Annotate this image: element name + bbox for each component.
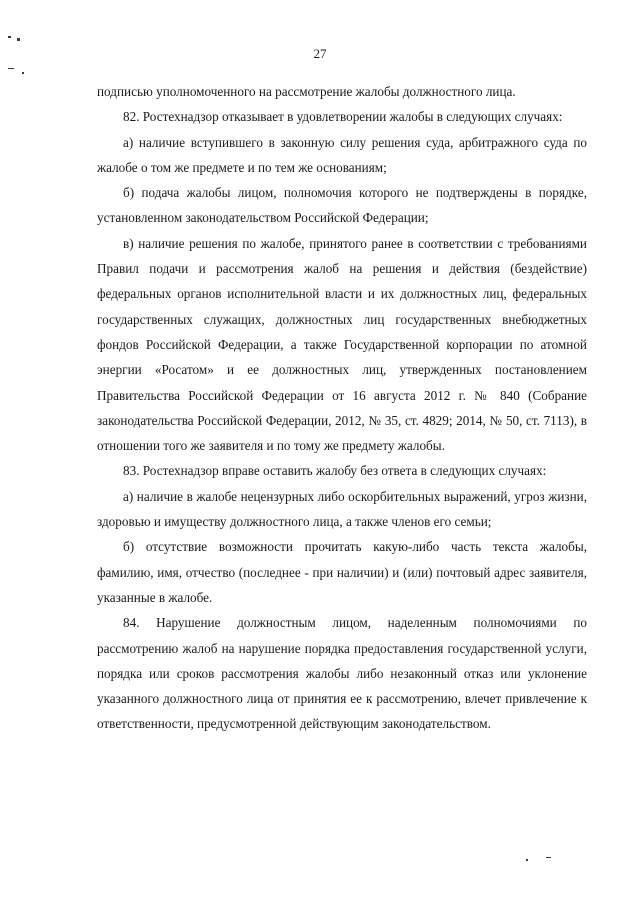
scan-mark	[22, 72, 24, 74]
paragraph: а) наличие в жалобе нецензурных либо оскорбительных выражений, угроз жизни, здоровью и имуществу должностного лица, а также членов его семьи;	[97, 488, 587, 530]
page-number: 27	[313, 46, 327, 61]
scan-mark	[546, 857, 551, 858]
paragraph: б) подача жалобы лицом, полномочия которого не подтверждены в порядке, установленном законодательством Российской Федерации;	[97, 185, 587, 226]
paragraph: а) наличие вступившего в законную силу решения суда, арбитражного суда по жалобе о том же предмете и по тем же основаниям;	[97, 134, 587, 175]
paragraph: 83. Ростехнадзор вправе оставить жалобу без ответа в следующих случаях:	[123, 463, 547, 479]
paragraph: 82. Ростехнадзор отказывает в удовлетворении жалобы в следующих случаях:	[123, 109, 563, 125]
paragraph: подписью уполномоченного на рассмотрение жалобы должностного лица.	[97, 84, 516, 99]
scan-mark	[17, 38, 20, 41]
document-body	[97, 79, 587, 737]
paragraph: б) отсутствие возможности прочитать какую-либо часть текста жалобы, фамилию, имя, отчество (последнее - при наличии) и (или) почтовый адрес заявителя, указанные в жалобе.	[97, 539, 587, 605]
scan-mark	[8, 68, 14, 69]
scan-mark	[8, 36, 11, 38]
paragraph: в) наличие решения по жалобе, принятого ранее в соответствии с требованиями Правил подачи и рассмотрения жалоб на решения и действия (бездействие) федеральных органов исполнительной власти и их должностных лиц, федеральных государственных служащих, должностных лиц государственных внебюджетных фондов Российской Федерации, а также Государственной корпорации по атомной энергии «Росатом» и ее должностных лиц, утвержденных постановлением Правительства Российской Федерации от 16 августа 2012 г. № 840 (Собрание законодательства Российской Федерации, 2012, № 35, ст. 4829; 2014, № 50, ст. 7113), в отношении того же заявителя и по тому же предмету жалобы.	[97, 235, 587, 454]
scan-mark	[526, 859, 528, 861]
paragraph: 84. Нарушение должностным лицом, наделенным полномочиями по рассмотрению жалоб на нарушение порядка предоставления государственной услуги, порядка или сроков рассмотрения жалобы либо незаконный отказ или уклонение указанного должностного лица от принятия ее к рассмотрению, влечет привлечение к ответственности, предусмотренной действующим законодательством.	[97, 615, 587, 732]
